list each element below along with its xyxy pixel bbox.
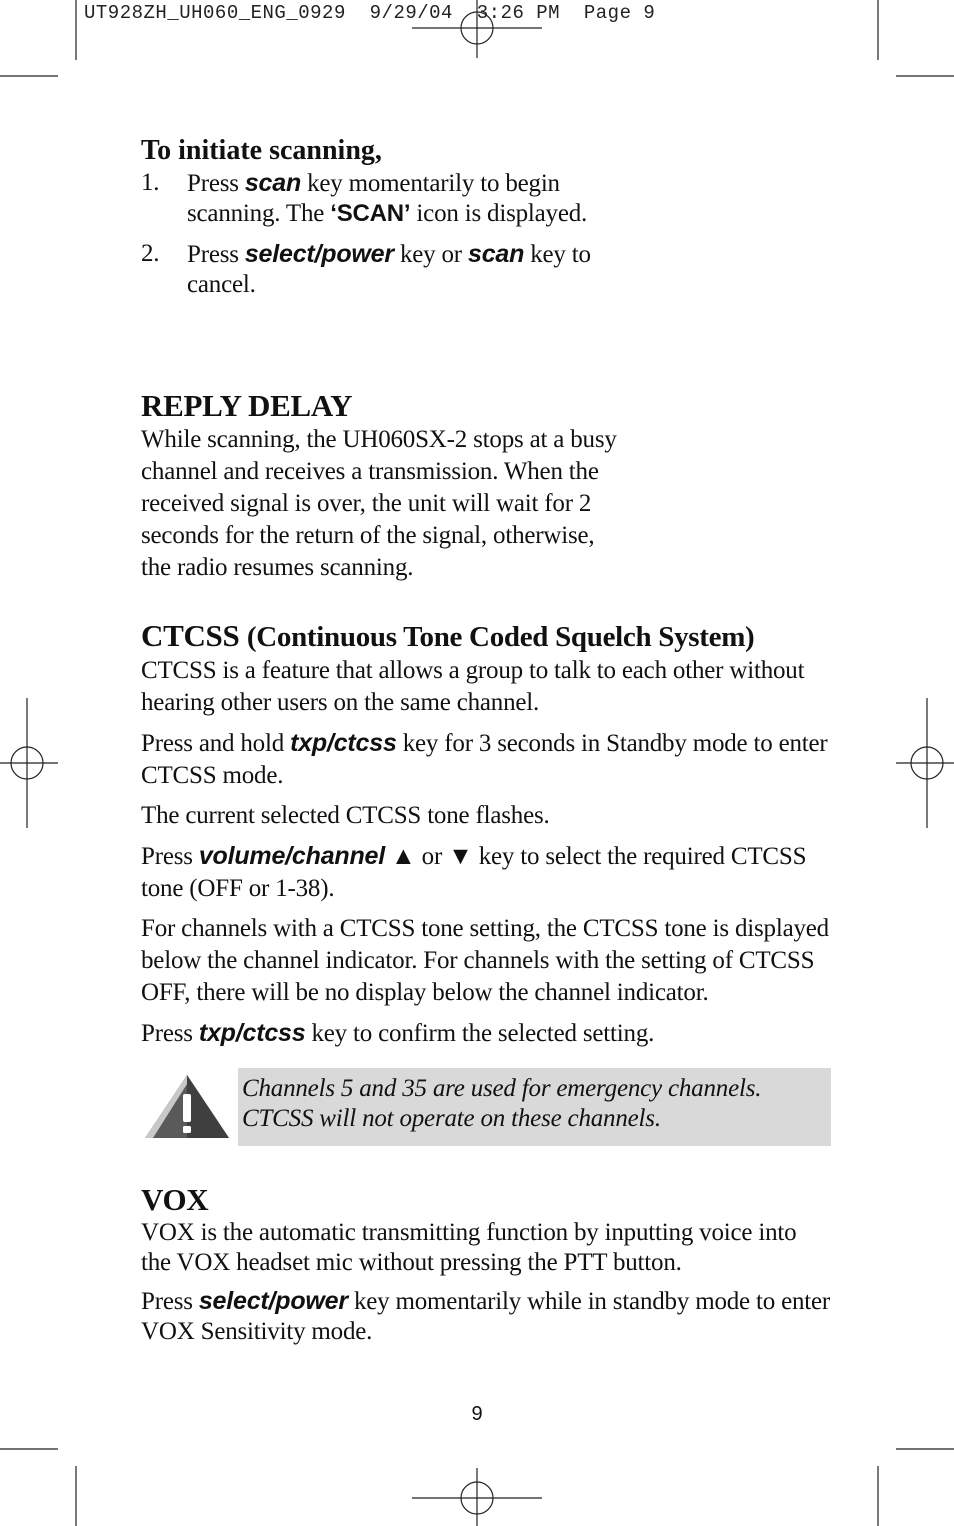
scan-icon-label: ‘SCAN’: [330, 200, 411, 227]
list-item: 2. Press select/power key or scan key to cancel.: [141, 240, 591, 298]
registration-mark-bottom: [412, 1468, 542, 1526]
page-content: [141, 134, 831, 1355]
volume-channel-key-label: volume/channel: [198, 842, 385, 870]
warning-note: [141, 1068, 831, 1146]
ctcss-select-instruction: Press volume/channel ▲ or ▼ key to select the required CTCSS tone (OFF or 1-38).: [141, 842, 807, 902]
registration-mark-left: [0, 698, 58, 828]
vox-heading: VOX: [141, 1182, 209, 1217]
select-power-key-label: select/power: [244, 240, 394, 268]
ctcss-confirm-instruction: Press txp/ctcss key to confirm the selected setting.: [141, 1019, 655, 1047]
up-arrow-icon: ▲: [391, 843, 416, 870]
down-arrow-icon: ▼: [448, 843, 473, 870]
vox-body: VOX is the automatic transmitting function by inputting voice into the VOX headset mic without pressing the PTT button.: [141, 1219, 797, 1276]
warning-triangle-icon: [141, 1072, 233, 1142]
ctcss-intro: CTCSS is a feature that allows a group to talk to each other without hearing other users on the same channel.: [141, 657, 805, 716]
scan-key-label: scan: [467, 240, 525, 268]
scanning-heading: To initiate scanning,: [141, 135, 382, 166]
txp-ctcss-key-label: txp/ctcss: [290, 729, 397, 757]
reply-delay-heading: REPLY DELAY: [141, 388, 353, 423]
registration-mark-top: [412, 0, 542, 58]
ctcss-heading: CTCSS (Continuous Tone Coded Squelch System): [141, 618, 755, 653]
ctcss-flash-text: The current selected CTCSS tone flashes.: [141, 802, 550, 829]
scan-key-label: scan: [244, 169, 302, 197]
reply-delay-body: While scanning, the UH060SX-2 stops at a busy channel and receives a transmission. When the received signal is over, the unit will wait for 2 seconds for the return of the signal, otherwise, the radio resumes scanning.: [141, 426, 617, 581]
txp-ctcss-key-label: txp/ctcss: [198, 1019, 306, 1047]
print-slug: UT928ZH_UH060_ENG_0929 9/29/04 3:26 PM Page 9: [84, 2, 656, 24]
registration-mark-right: [896, 698, 954, 828]
select-power-key-label: select/power: [198, 1287, 348, 1315]
page-number: 9: [471, 1403, 483, 1425]
ctcss-display-text: For channels with a CTCSS tone setting, the CTCSS tone is displayed below the channel indicator. For channels with the setting of CTCSS OFF, there will be no display below the channel indicator.: [141, 915, 829, 1006]
ctcss-hold-instruction: Press and hold txp/ctcss key for 3 seconds in Standby mode to enter CTCSS mode.: [141, 729, 828, 789]
warning-text: Channels 5 and 35 are used for emergency channels. CTCSS will not operate on these channels.: [238, 1068, 831, 1146]
list-item: 1. Press scan key momentarily to begin scanning. The ‘SCAN’ icon is displayed.: [141, 169, 588, 227]
vox-instruction: Press select/power key momentarily while in standby mode to enter VOX Sensitivity mode.: [141, 1287, 831, 1345]
scanning-steps: [141, 168, 641, 300]
